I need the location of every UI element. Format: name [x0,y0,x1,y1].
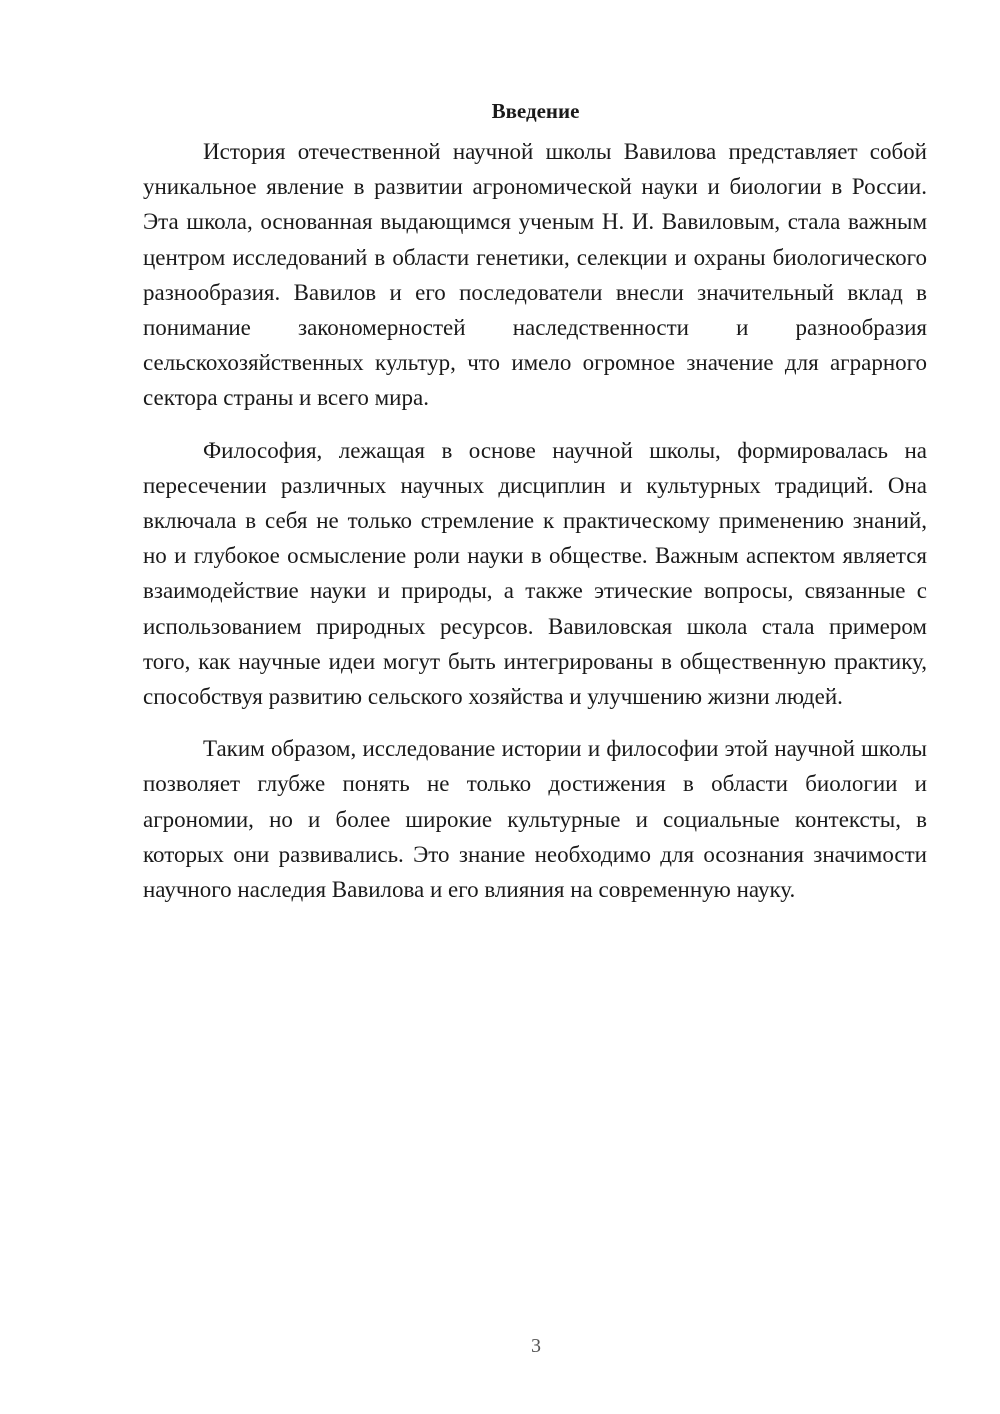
section-title: Введение [491,99,580,123]
page-content [143,96,927,924]
paragraph-conclusion: Таким образом, исследование истории и философии этой научной школы позволяет глубже понять не только достижения в области биологии и агрономии, но и более широкие культурные и социальные контексты, в которых они развивались. Это знание необходимо для осознания значимости научного наследия Вавилова и его влияния на современную науку. [143,736,927,903]
paragraph-philosophy: Философия, лежащая в основе научной школы, формировалась на пересечении различных научных дисциплин и культурных традиций. Она включала в себя не только стремление к практическому применению знаний, но и глубокое осмысление роли науки в обществе. Важным аспектом является взаимодействие науки и природы, а также этические вопросы, связанные с использованием природных ресурсов. Вавиловская школа стала примером того, как научные идеи могут быть интегрированы в общественную практику, способствуя развитию сельского хозяйства и улучшению жизни людей. [143,437,927,710]
page-number: 3 [531,1335,541,1357]
paragraph-history: История отечественной научной школы Вавилова представляет собой уникальное явление в развитии агрономической науки и биологии в России. Эта школа, основанная выдающимся ученым Н. И. Вавиловым, стала важным центром исследований в области генетики, селекции и охраны биологического разнообразия. Вавилов и его последователи внесли значительный вклад в понимание закономерностей наследственности и разнообразия сельскохозяйственных культур, что имело огромное значение для аграрного сектора страны и всего мира. [143,139,927,411]
